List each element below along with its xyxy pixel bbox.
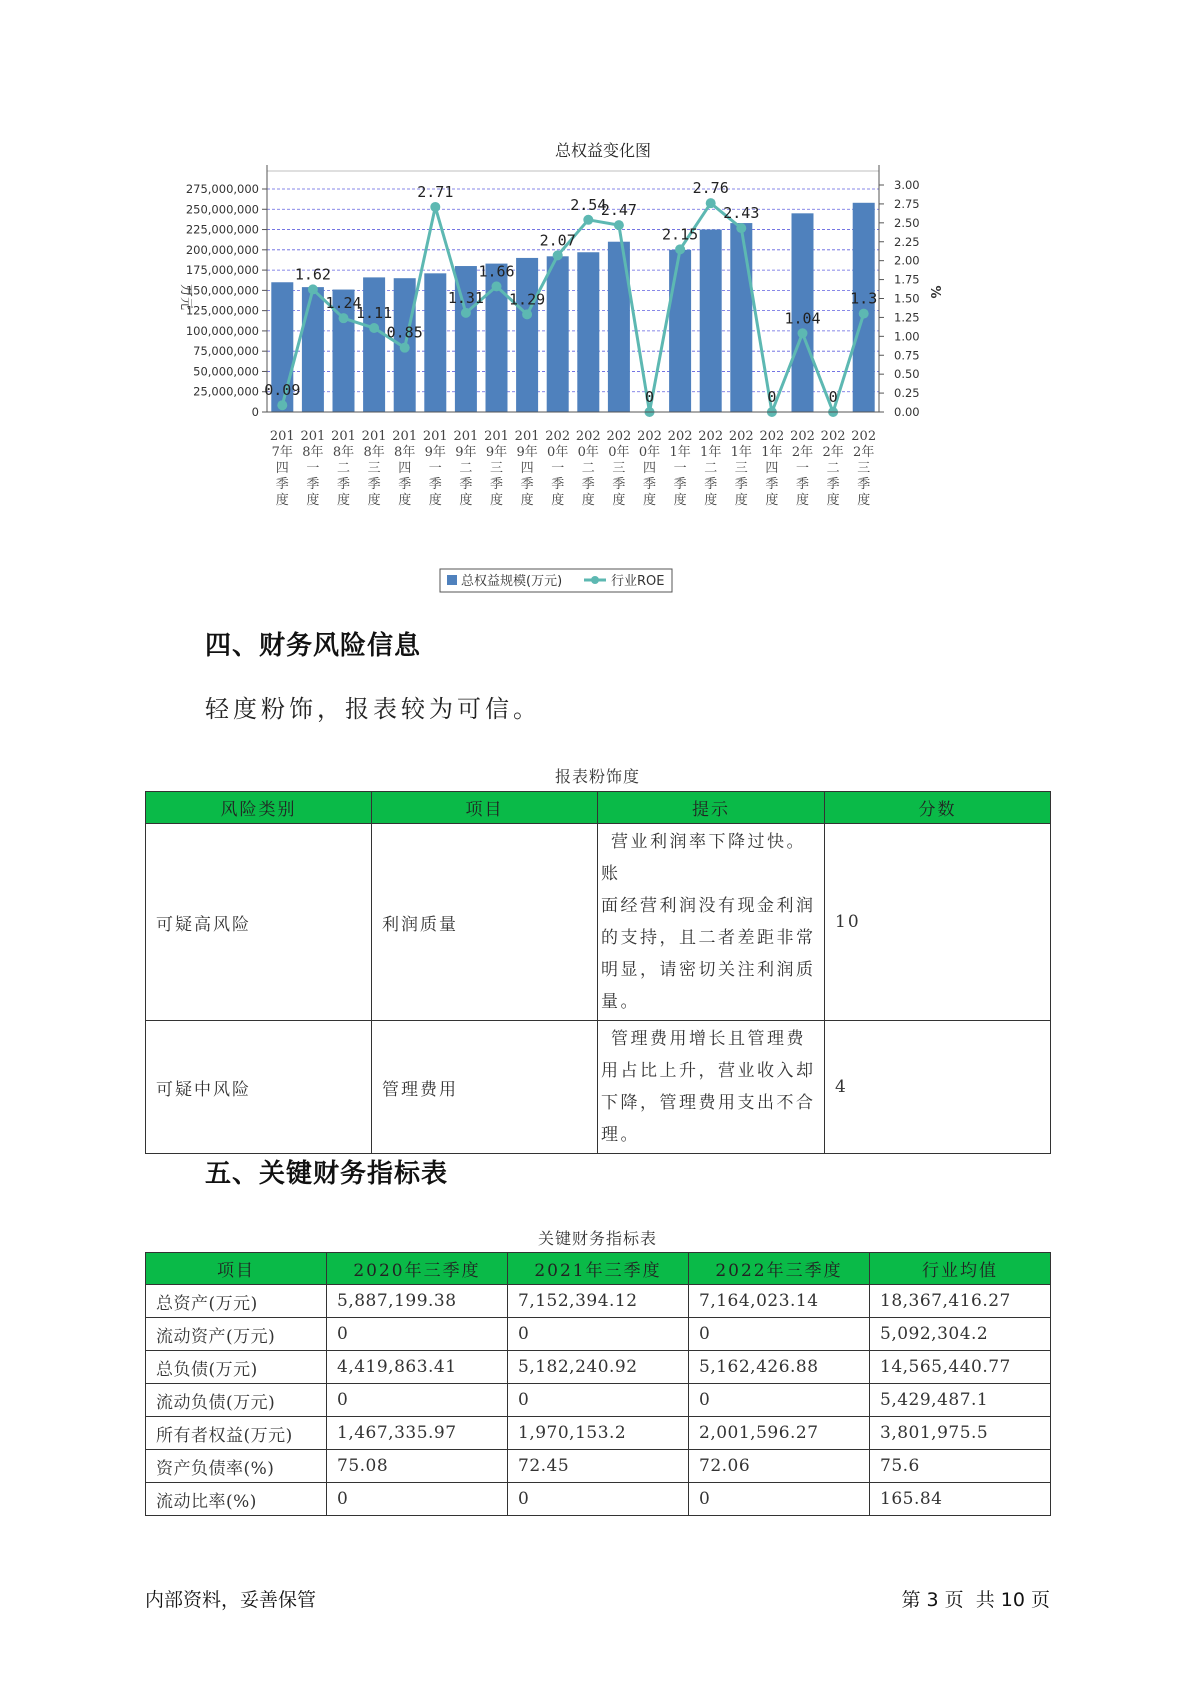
y-right-tick-label: 1.75 [894,272,920,287]
x-tick-label: 季 [398,477,412,492]
x-tick-label: 8年 [332,445,355,460]
row-label: 所有者权益(万元) [146,1417,327,1450]
risk-category: 可疑高风险 [146,824,372,1021]
roe-data-label: 2.54 [570,195,607,214]
y-left-tick-label: 250,000,000 [185,202,259,217]
table-row [146,1483,1051,1516]
hint-line: 管理费用增长且管理费 [611,1029,806,1049]
x-tick-label: 季 [734,477,748,492]
table-cell: 0 [689,1483,870,1516]
x-tick-label: 度 [398,493,412,508]
x-tick-label: 度 [795,493,810,508]
roe-point [706,198,716,208]
risk-score: 10 [825,824,1051,1021]
x-tick-label: 201 [392,429,418,444]
bar-total-equity [577,252,599,412]
roe-point [522,309,532,319]
x-tick-label: 四 [275,461,289,476]
roe-point [339,313,349,323]
y-left-tick-label: 150,000,000 [185,283,259,298]
roe-data-label: 0.09 [264,381,301,400]
y-right-tick-label: 1.25 [894,310,920,325]
table-cell: 7,152,394.12 [508,1285,689,1318]
roe-data-label: 1.29 [509,290,546,309]
legend-bar-swatch [447,575,457,585]
x-tick-label: 0年 [638,445,661,460]
x-tick-label: 季 [520,477,534,492]
y-right-axis-label: % [927,285,942,299]
table-cell: 1,970,153.2 [508,1417,689,1450]
table-row [146,1450,1051,1483]
x-tick-label: 201 [453,429,479,444]
x-tick-label: 2年 [853,445,875,460]
table-row [146,1351,1051,1384]
y-left-tick-label: 75,000,000 [193,344,259,359]
footer-page-number: 第 3 页 共 10 页 [901,1589,1050,1611]
x-tick-label: 三 [367,461,381,476]
table-cell: 0 [689,1318,870,1351]
table-header-row [146,792,1051,824]
hint-line: 用占比上升，营业收入却 [601,1061,816,1081]
roe-data-label: 2.43 [723,204,760,223]
x-tick-label: 8年 [302,445,324,460]
roe-point [675,244,685,254]
table-cell: 4,419,863.41 [327,1351,508,1384]
x-tick-label: 二 [581,461,595,476]
x-tick-label: 度 [581,493,595,508]
x-tick-label: 201 [331,429,356,444]
y-right-tick-label: 2.25 [894,234,920,249]
x-tick-label: 一 [428,461,442,476]
table-cell: 72.45 [508,1450,689,1483]
x-tick-label: 度 [520,493,534,508]
table-cell: 3,801,975.5 [870,1417,1051,1450]
y-left-tick-label: 25,000,000 [193,384,259,399]
x-tick-label: 季 [704,477,718,492]
x-tick-label: 度 [734,493,748,508]
section-heading-financial-risk: 四、财务风险信息 [205,631,422,661]
col-header-2022q3: 2022年三季度 [689,1253,870,1285]
x-tick-label: 202 [759,429,785,444]
hint-line: 营业利润率下降过快。账 [601,832,806,884]
risk-hint [598,1021,825,1154]
x-tick-label: 二 [459,461,473,476]
risk-summary: 轻度粉饰，报表较为可信。 [205,695,541,723]
x-tick-label: 9年 [485,445,508,460]
x-tick-label: 三 [857,461,871,476]
table-cell: 1,467,335.97 [327,1417,508,1450]
y-left-axis-label: 万元 [178,283,193,311]
x-tick-label: 一 [551,461,565,476]
roe-point [308,284,318,294]
x-tick-label: 201 [361,429,387,444]
equity-change-chart [160,135,1040,595]
roe-data-label: 2.15 [662,225,699,244]
roe-data-label: 2.76 [692,179,729,198]
x-tick-label: 202 [606,429,632,444]
y-right-tick-label: 2.50 [894,215,920,230]
table-header-row [146,1253,1051,1285]
y-left-tick-label: 200,000,000 [185,242,259,257]
x-tick-label: 7年 [271,445,293,460]
y-left-tick-label: 0 [251,405,259,419]
table-row [146,1384,1051,1417]
x-tick-label: 202 [545,429,571,444]
y-right-tick-label: 2.00 [894,253,920,268]
roe-point [430,202,440,212]
x-tick-label: 202 [820,429,846,444]
bar-total-equity [302,287,324,412]
roe-data-label: 1.66 [478,262,515,281]
table-cell: 72.06 [689,1450,870,1483]
table-cell: 5,887,199.38 [327,1285,508,1318]
table-cell: 0 [327,1318,508,1351]
roe-point [798,328,808,338]
x-tick-label: 一 [306,461,320,476]
x-tick-label: 度 [612,493,626,508]
table-cell: 14,565,440.77 [870,1351,1051,1384]
x-tick-label: 202 [575,429,601,444]
roe-data-label: 2.07 [539,231,576,250]
bar-total-equity [547,256,569,412]
table-cell: 0 [508,1384,689,1417]
table-row [146,1021,1051,1154]
table-cell: 5,092,304.2 [870,1318,1051,1351]
col-header-2020q3: 2020年三季度 [327,1253,508,1285]
y-left-tick-label: 175,000,000 [185,263,259,278]
x-tick-label: 季 [857,477,871,492]
x-tick-label: 度 [704,493,718,508]
x-tick-label: 季 [673,477,687,492]
y-left-tick-label: 275,000,000 [185,182,259,196]
roe-point [859,309,869,319]
table-cell: 0 [327,1384,508,1417]
col-header-category: 风险类别 [146,792,372,824]
x-tick-label: 0年 [608,445,630,460]
x-tick-label: 2年 [822,445,844,460]
x-tick-label: 度 [459,493,473,508]
x-tick-label: 三 [489,461,504,476]
x-tick-label: 二 [704,461,718,476]
y-left-tick-label: 50,000,000 [193,364,259,379]
y-right-tick-label: 1.50 [894,291,920,306]
x-tick-label: 一 [795,461,810,476]
row-label: 流动负债(万元) [146,1384,327,1417]
y-right-tick-label: 2.75 [894,196,920,211]
x-tick-label: 8年 [363,445,385,460]
x-tick-label: 9年 [455,445,477,460]
table-cell: 2,001,596.27 [689,1417,870,1450]
y-left-tick-label: 100,000,000 [185,323,259,338]
x-tick-label: 201 [300,429,326,444]
roe-data-label: 2.71 [417,182,454,201]
table-cell: 0 [508,1483,689,1516]
risk-hint [598,824,825,1021]
x-tick-label: 季 [336,477,351,492]
roe-point [553,250,563,260]
legend-equity-label: 总权益规模(万元) [461,574,563,589]
risk-item: 利润质量 [372,824,598,1021]
roe-data-label: 1.11 [356,304,393,323]
x-tick-label: 2年 [791,445,814,460]
risk-score: 4 [825,1021,1051,1154]
bar-total-equity [424,273,446,412]
x-tick-label: 一 [673,461,687,476]
bar-total-equity [730,223,752,412]
x-tick-label: 季 [765,477,779,492]
x-tick-label: 202 [790,429,815,444]
roe-point [277,400,287,410]
table-cell: 18,367,416.27 [870,1285,1051,1318]
x-tick-label: 季 [642,477,657,492]
x-tick-label: 季 [306,477,320,492]
y-left-tick-label: 125,000,000 [185,303,259,318]
x-tick-label: 季 [612,477,626,492]
y-right-tick-label: 3.00 [894,178,920,192]
section-heading-key-indicators: 五、关键财务指标表 [205,1159,449,1189]
roe-data-label: 2.47 [600,201,637,220]
x-tick-label: 1年 [700,445,722,460]
x-tick-label: 二 [336,461,351,476]
x-tick-label: 季 [275,477,289,492]
row-label: 总负债(万元) [146,1351,327,1384]
x-tick-label: 度 [673,493,687,508]
whitewash-table [145,791,1051,1154]
x-tick-label: 季 [459,477,473,492]
roe-point [369,323,379,333]
row-label: 总资产(万元) [146,1285,327,1318]
hint-line: 面经营利润没有现金利润 [601,896,816,916]
roe-data-label: 1.24 [325,294,362,313]
roe-data-label: 1.04 [784,309,821,328]
table-cell: 165.84 [870,1483,1051,1516]
bar-total-equity [516,258,538,412]
x-tick-label: 四 [398,461,412,476]
hint-line: 明显，请密切关注利润质 [601,960,816,980]
y-left-tick-label: 225,000,000 [185,222,259,237]
x-tick-label: 度 [306,493,320,508]
x-tick-label: 度 [336,493,351,508]
table-cell: 7,164,023.14 [689,1285,870,1318]
x-tick-label: 202 [637,429,662,444]
x-tick-label: 1年 [669,445,691,460]
roe-point [461,308,471,318]
x-tick-label: 0年 [547,445,569,460]
x-tick-label: 202 [698,429,724,444]
table-cell: 5,182,240.92 [508,1351,689,1384]
x-tick-label: 度 [275,493,289,508]
x-tick-label: 9年 [516,445,538,460]
x-tick-label: 季 [826,477,840,492]
roe-point [400,343,410,353]
row-label: 资产负债率(%) [146,1450,327,1483]
table-cell: 0 [689,1384,870,1417]
x-tick-label: 度 [551,493,565,508]
table-caption-whitewash: 报表粉饰度 [554,767,640,786]
table-cell: 5,162,426.88 [689,1351,870,1384]
roe-data-label: 0 [828,388,838,406]
x-tick-label: 季 [367,477,381,492]
x-tick-label: 201 [269,429,295,444]
x-tick-label: 度 [428,493,442,508]
y-right-tick-label: 0.75 [894,348,920,363]
x-tick-label: 201 [514,429,540,444]
table-cell: 0 [327,1483,508,1516]
table-cell: 5,429,487.1 [870,1384,1051,1417]
y-right-tick-label: 0.00 [894,405,920,419]
hint-line: 的支持，且二者差距非常 [601,928,816,948]
x-tick-label: 度 [489,493,504,508]
roe-point [583,215,593,225]
y-right-tick-label: 0.50 [894,367,920,382]
roe-point [736,223,746,233]
roe-point [492,281,502,291]
legend-line-marker [591,576,599,584]
hint-line: 下降，管理费用支出不合 [601,1093,816,1113]
x-tick-label: 季 [551,477,565,492]
row-label: 流动比率(%) [146,1483,327,1516]
x-tick-label: 四 [765,461,779,476]
chart-legend [440,569,672,592]
row-label: 流动资产(万元) [146,1318,327,1351]
table-cell: 0 [508,1318,689,1351]
hint-line: 理。 [601,1125,640,1145]
x-tick-label: 四 [520,461,534,476]
x-tick-label: 三 [612,461,626,476]
table-cell: 75.08 [327,1450,508,1483]
x-tick-label: 1年 [730,445,752,460]
x-tick-label: 季 [581,477,595,492]
x-tick-label: 四 [642,461,657,476]
roe-data-label: 0 [644,388,655,406]
roe-data-label: 1.62 [294,265,331,284]
y-right-tick-label: 1.00 [894,329,920,344]
col-header-item: 项目 [372,792,598,824]
table-caption-key-indicators: 关键财务指标表 [537,1229,657,1248]
col-header-score: 分数 [825,792,1051,824]
x-tick-label: 度 [826,493,840,508]
y-right-tick-label: 0.25 [894,386,920,401]
footer-confidential: 内部资料，妥善保管 [145,1589,317,1611]
x-tick-label: 季 [489,477,504,492]
bar-total-equity [669,250,691,412]
roe-data-label: 1.3 [850,289,878,308]
x-tick-label: 202 [667,429,693,444]
x-tick-label: 度 [765,493,779,508]
col-header-2021q3: 2021年三季度 [508,1253,689,1285]
roe-data-label: 1.31 [447,288,484,307]
x-tick-label: 201 [422,429,448,444]
roe-data-label: 0 [767,388,777,406]
x-tick-label: 202 [851,429,877,444]
col-header-item: 项目 [146,1253,327,1285]
hint-line: 量。 [601,992,640,1012]
table-row [146,1318,1051,1351]
col-header-hint: 提示 [598,792,825,824]
table-cell: 75.6 [870,1450,1051,1483]
risk-item: 管理费用 [372,1021,598,1154]
table-row [146,1285,1051,1318]
x-tick-label: 8年 [394,445,416,460]
legend-roe-label: 行业ROE [611,574,665,589]
col-header-industry-avg: 行业均值 [870,1253,1051,1285]
table-row [146,824,1051,1021]
x-tick-label: 三 [734,461,748,476]
x-tick-label: 二 [826,461,840,476]
roe-point [614,220,624,230]
x-tick-label: 1年 [761,445,783,460]
x-tick-label: 季 [795,477,810,492]
roe-data-label: 0.85 [386,323,423,342]
x-tick-label: 度 [642,493,657,508]
risk-category: 可疑中风险 [146,1021,372,1154]
bar-total-equity [700,230,722,412]
bar-total-equity [363,277,385,412]
chart-title: 总权益变化图 [554,141,652,160]
x-tick-label: 201 [484,429,509,444]
x-tick-label: 季 [428,477,442,492]
x-tick-label: 度 [367,493,381,508]
key-indicators-table [145,1252,1051,1516]
x-tick-label: 度 [857,493,871,508]
x-tick-label: 9年 [424,445,446,460]
x-tick-label: 202 [728,429,754,444]
table-row [146,1417,1051,1450]
x-tick-label: 0年 [577,445,599,460]
